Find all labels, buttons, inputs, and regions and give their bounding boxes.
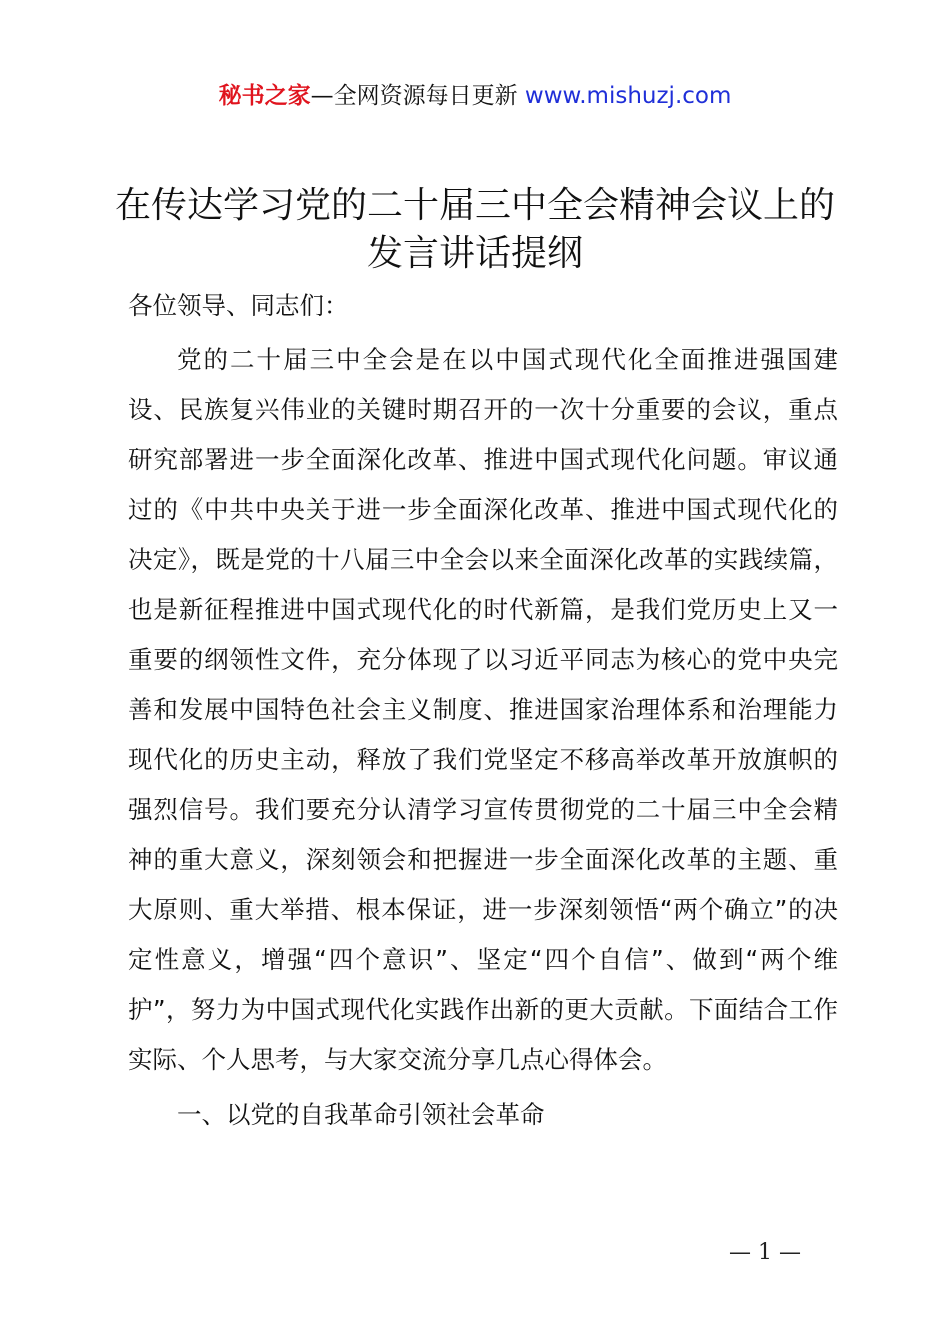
body-paragraph: 党的二十届三中全会是在以中国式现代化全面推进强国建设、民族复兴伟业的关键时期召开的一次十分重要的会议，重点研究部署进一步全面深化改革、推进中国式现代化问题。审议通过的《中共中央关于进一步全面深化改革、推进中国式现代化的决定》，既是党的十八届三中全会以来全面深化改革的实践续篇，也是新征程推进中国式现代化的时代新篇，是我们党历史上又一重要的纲领性文件，充分体现了以习近平同志为核心的党中央完善和发展中国特色社会主义制度、推进国家治理体系和治理能力现代化的历史主动，释放了我们党坚定不移高举改革开放旗帜的强烈信号。我们要充分认清学习宣传贯彻党的二十届三中全会精神的重大意义，深刻领会和把握进一步全面深化改革的主题、重大原则、重大举措、根本保证，进一步深刻领悟“两个确立”的决定性意义，增强“四个意识”、坚定“四个自信”、做到“两个维护”，努力为中国式现代化实践作出新的更大贡献。下面结合工作实际、个人思考，与大家交流分享几点心得体会。 bbox=[128, 345, 838, 1074]
header-tagline: —全网资源每日更新 bbox=[310, 83, 518, 109]
page-number: — 1 — bbox=[729, 1240, 801, 1265]
title-line-2: 发言讲话提纲 bbox=[366, 233, 583, 274]
site-header bbox=[0, 80, 950, 112]
section-heading: 一、以党的自我革命引领社会革命 bbox=[177, 1100, 545, 1129]
salutation: 各位领导、同志们： bbox=[128, 291, 349, 320]
title-line-1: 在传达学习党的二十届三中全会精神会议上的 bbox=[114, 185, 835, 226]
document-body bbox=[128, 284, 838, 1135]
document-title bbox=[100, 182, 850, 278]
site-url-link[interactable]: www.mishuzj.com bbox=[524, 83, 732, 109]
brand-name: 秘书之家 bbox=[218, 83, 311, 109]
